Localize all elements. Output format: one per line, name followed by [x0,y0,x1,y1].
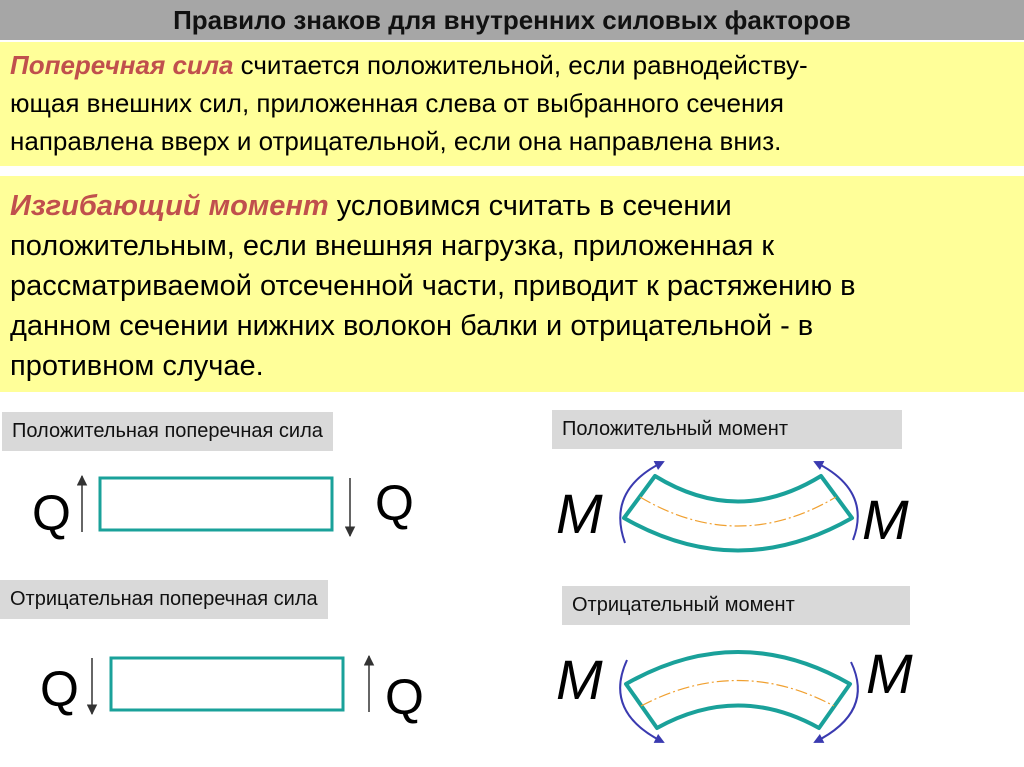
positive-shear-label: Положительная поперечная сила [2,412,333,451]
positive-moment-left-arrow [620,462,663,543]
shear-rule-line1-rest: считается положительной, если равнодейству- [233,50,808,80]
positive-shear-left-q: Q [32,485,71,541]
moment-rule-line5: противном случае. [10,350,264,382]
positive-shear-right-q: Q [375,475,414,531]
negative-moment-beam [626,652,850,728]
negative-moment-right-m: M [866,642,913,705]
positive-moment-right-m: M [862,488,909,551]
shear-rule-line2: ющая внешних сил, приложенная слева от выбранного сечения [10,88,784,118]
positive-moment-beam [624,476,852,551]
moment-rule-line4: данном сечении нижних волокон балки и отрицательной - в [10,310,814,342]
negative-shear-beam [111,658,343,710]
shear-rule-line3: направлена вверх и отрицательной, если она направлена вниз. [10,126,782,156]
positive-moment-left-m: M [556,482,603,545]
negative-shear-label: Отрицательная поперечная сила [0,580,328,619]
negative-shear-left-q: Q [40,661,79,717]
negative-shear-right-q: Q [385,669,424,725]
positive-moment-label: Положительный момент [552,410,902,449]
moment-rule-line3: рассматриваемой отсеченной части, приводит к растяжению в [10,270,856,302]
moment-rule-line1-rest: условимся считать в сечении [328,190,732,222]
negative-moment-label: Отрицательный момент [562,586,910,625]
negative-moment-left-m: M [556,648,603,711]
moment-rule-line2: положительным, если внешняя нагрузка, приложенная к [10,230,775,262]
positive-shear-beam [100,478,332,530]
negative-moment-axis [641,681,834,707]
shear-term: Поперечная сила [10,50,234,80]
page-title: Правило знаков для внутренних силовых факторов [0,0,1024,40]
moment-term: Изгибающий момент [10,190,329,222]
